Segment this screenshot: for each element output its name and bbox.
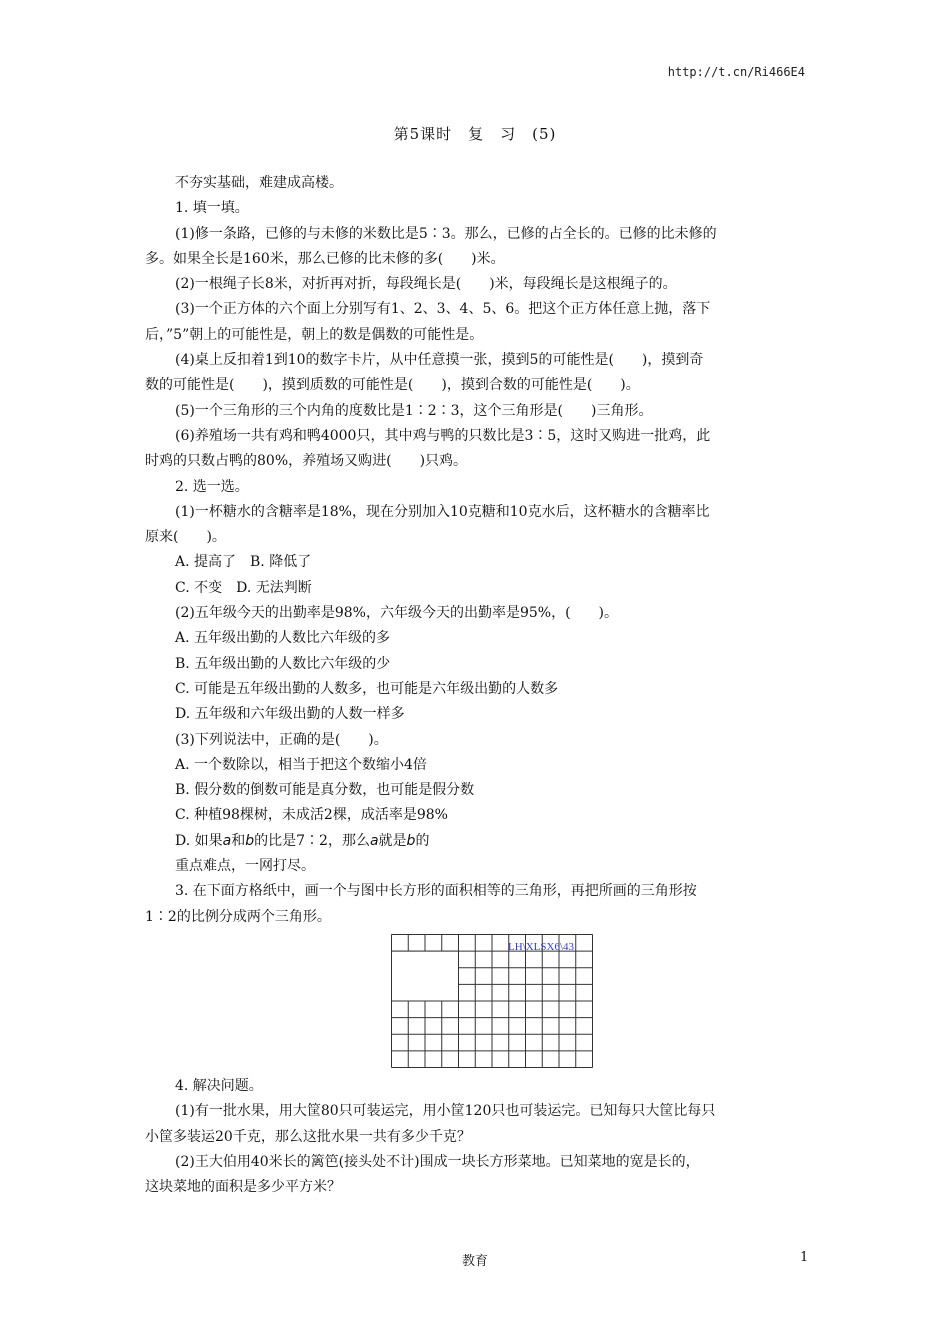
opt-d-text: D. 如果	[175, 832, 223, 849]
title-lesson: 第5课时	[393, 125, 453, 143]
variable-a: a	[222, 832, 232, 849]
grid-paper-figure	[391, 934, 593, 1068]
figure-code-label: LH\XLSX6\43	[508, 940, 574, 953]
worksheet-body	[145, 171, 810, 1200]
s1-q3-line2: 后，”5”朝上的可能性是，朝上的数是偶数的可能性是。	[145, 326, 484, 343]
title-number: (5)	[532, 125, 557, 143]
intro-motto: 不夯实基础，难建成高楼。	[175, 175, 343, 191]
s1-q6-line2: 时鸡的只数占鸭的80%，养殖场又购进( )只鸡。	[145, 453, 468, 470]
opt-d-text: 的比是7∶2，那么	[254, 832, 370, 849]
s3-line2: 1∶2的比例分成两个三角形。	[145, 908, 331, 925]
s2-q3-option-c: C. 种植98棵树，未成活2棵，成活率是98%	[175, 807, 448, 824]
opt-d-text: 和	[231, 832, 246, 849]
footer-label: 教育	[461, 1254, 488, 1269]
s2-q2: (2)五年级今天的出勤率是98%，六年级今天的出勤率是95%，( )。	[175, 605, 618, 622]
page-title	[0, 123, 950, 144]
s2-q2-option-a: A. 五年级出勤的人数比六年级的多	[175, 630, 391, 647]
s4-q1-line2: 小筐多装运20千克，那么这批水果一共有多少千克？	[145, 1128, 471, 1145]
s2-q1-options-ab: A. 提高了 B. 降低了	[175, 554, 312, 571]
opt-d-text: 的	[415, 832, 430, 849]
s3-line1: 3. 在下面方格纸中，画一个与图中长方形的面积相等的三角形，再把所画的三角形按	[175, 883, 697, 900]
s1-q5: (5)一个三角形的三个内角的度数比是1∶2∶3，这个三角形是( )三角形。	[175, 402, 653, 419]
given-rectangle	[392, 951, 459, 1001]
s2-q3: (3)下列说法中，正确的是( )。	[175, 731, 388, 748]
s1-q4-line1: (4)桌上反扣着1到10的数字卡片，从中任意摸一张，摸到5的可能性是( )，摸到奇	[175, 352, 704, 369]
s1-q6-line1: (6)养殖场一共有鸡和鸭4000只，其中鸡与鸭的只数比是3∶5，这时又购进一批鸡，此	[175, 427, 711, 444]
variable-b: b	[245, 832, 255, 849]
s2-q1-line1: (1)一杯糖水的含糖率是18%，现在分别加入10克糖和10克水后，这杯糖水的含糖率比	[175, 503, 710, 520]
s1-q1-line1: (1)修一条路，已修的与未修的米数比是5∶3。那么，已修的占全长的。已修的比未修的	[175, 225, 717, 242]
s1-q4-line2: 数的可能性是( )，摸到质数的可能性是( )，摸到合数的可能性是( )。	[145, 377, 640, 394]
s2-q3-option-d	[145, 829, 810, 854]
s2-q2-option-d: D. 五年级和六年级出勤的人数一样多	[175, 706, 405, 723]
s4-q2-line1: (2)王大伯用40米长的篱笆(接头处不计)围成一块长方形菜地。已知菜地的宽是长的，	[175, 1153, 700, 1170]
s2-q3-option-a: A. 一个数除以，相当于把这个数缩小4倍	[175, 756, 427, 773]
s4-q2-line2: 这块菜地的面积是多少平方米？	[145, 1179, 341, 1196]
section-1-heading: 1. 填一填。	[175, 200, 249, 217]
title-word-1: 复	[468, 125, 485, 143]
variable-a: a	[369, 832, 379, 849]
section-4-heading: 4. 解决问题。	[175, 1077, 263, 1094]
s1-q2: (2)一根绳子长8米，对折再对折，每段绳长是( )米，每段绳长是这根绳子的。	[175, 276, 677, 293]
page-number: 1	[800, 1250, 809, 1265]
section-2-heading: 2. 选一选。	[175, 478, 249, 495]
s4-q1-line1: (1)有一批水果，用大筐80只可装运完，用小筐120只也可装运完。已知每只大筐比每只	[175, 1103, 716, 1120]
s1-q1-line2: 多。如果全长是160米，那么已修的比未修的多( )米。	[145, 250, 505, 267]
s2-q1-line2: 原来( )。	[145, 529, 226, 546]
s2-q2-option-c: C. 可能是五年级出勤的人数多，也可能是六年级出勤的人数多	[175, 680, 559, 697]
variable-b: b	[406, 832, 416, 849]
title-word-2: 习	[500, 125, 517, 143]
s2-q1-options-cd: C. 不变 D. 无法判断	[175, 579, 312, 596]
opt-d-text: 就是	[378, 832, 407, 849]
source-url: http://t.cn/Ri466E4	[667, 65, 805, 79]
key-points-motto: 重点难点，一网打尽。	[175, 858, 315, 875]
s2-q2-option-b: B. 五年级出勤的人数比六年级的少	[175, 655, 391, 672]
s2-q3-option-b: B. 假分数的倒数可能是真分数，也可能是假分数	[175, 782, 475, 799]
s1-q3-line1: (3)一个正方体的六个面上分别写有1、2、3、4、5、6。把这个正方体任意上抛，落下	[175, 301, 711, 318]
